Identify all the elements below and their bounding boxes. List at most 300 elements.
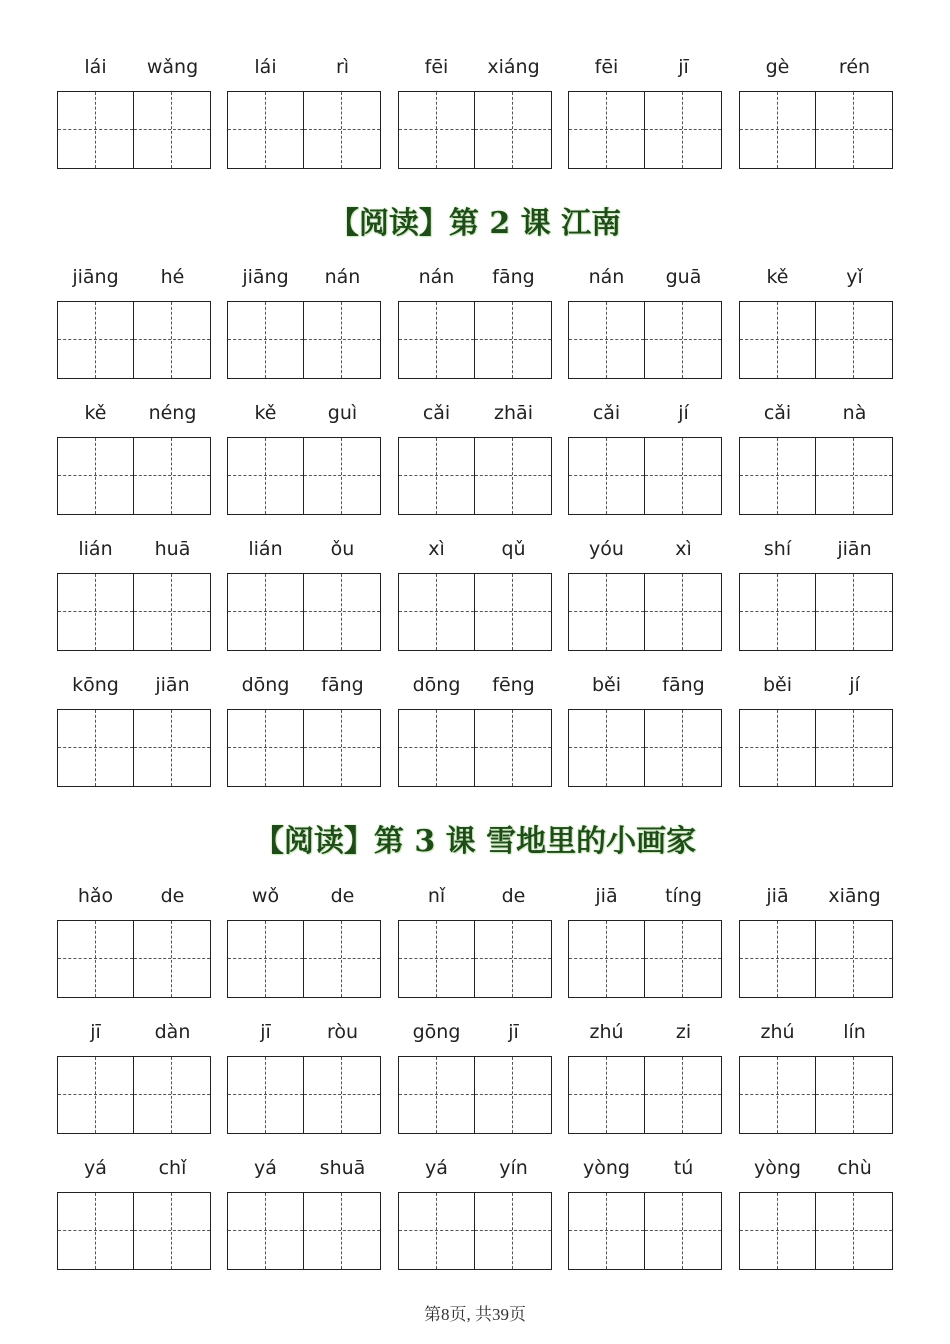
tianzige-box	[227, 301, 381, 379]
guide-line-horizontal	[134, 129, 210, 130]
writing-cell[interactable]	[134, 438, 210, 514]
writing-cell[interactable]	[399, 302, 475, 378]
guide-line-vertical	[777, 1057, 778, 1133]
guide-line-vertical	[436, 574, 437, 650]
guide-line-horizontal	[134, 611, 210, 612]
writing-cell[interactable]	[816, 438, 892, 514]
guide-line-vertical	[95, 1193, 96, 1269]
writing-cell[interactable]	[134, 92, 210, 168]
writing-cell[interactable]	[304, 1057, 380, 1133]
pinyin-label: jiān	[837, 538, 872, 560]
tianzige-box	[739, 1192, 893, 1270]
word-pair	[739, 1020, 893, 1140]
writing-cell[interactable]	[740, 1193, 816, 1269]
guide-line-horizontal	[134, 958, 210, 959]
word-row	[0, 1020, 950, 1140]
word-row	[0, 537, 950, 657]
writing-cell[interactable]	[569, 302, 645, 378]
tianzige-box	[57, 91, 211, 169]
pinyin-label: kōng	[72, 674, 119, 696]
guide-line-vertical	[512, 438, 513, 514]
writing-cell[interactable]	[475, 1193, 551, 1269]
pinyin-label: rén	[838, 56, 871, 78]
guide-line-vertical	[853, 1057, 854, 1133]
tianzige-box	[57, 1056, 211, 1134]
guide-line-vertical	[512, 710, 513, 786]
pinyin-label: tíng	[665, 885, 702, 907]
guide-line-vertical	[682, 710, 683, 786]
tianzige-box	[227, 91, 381, 169]
writing-cell[interactable]	[399, 1057, 475, 1133]
guide-line-horizontal	[645, 1230, 721, 1231]
guide-line-vertical	[265, 438, 266, 514]
tianzige-box	[227, 437, 381, 515]
word-pair	[227, 55, 381, 175]
writing-cell[interactable]	[134, 302, 210, 378]
pinyin-label: cǎi	[763, 402, 792, 424]
writing-cell[interactable]	[816, 302, 892, 378]
word-pair	[568, 884, 722, 1004]
word-pair	[398, 1156, 552, 1276]
writing-cell[interactable]	[58, 921, 134, 997]
tianzige-box	[739, 301, 893, 379]
word-pair	[568, 673, 722, 793]
pinyin-label: lín	[843, 1021, 866, 1043]
guide-line-vertical	[265, 1193, 266, 1269]
pinyin-label: guì	[327, 402, 358, 424]
writing-cell[interactable]	[475, 710, 551, 786]
writing-cell[interactable]	[645, 302, 721, 378]
pinyin-label: guā	[665, 266, 702, 288]
guide-line-vertical	[341, 921, 342, 997]
pinyin-label: gōng	[412, 1021, 461, 1043]
pinyin-label: yòng	[754, 1157, 801, 1179]
pinyin-label: chù	[837, 1157, 872, 1179]
guide-line-vertical	[512, 302, 513, 378]
writing-cell[interactable]	[569, 921, 645, 997]
guide-line-horizontal	[816, 958, 892, 959]
writing-cell[interactable]	[645, 92, 721, 168]
writing-cell[interactable]	[645, 1057, 721, 1133]
word-row	[0, 55, 950, 175]
word-row	[0, 265, 950, 385]
writing-cell[interactable]	[304, 438, 380, 514]
guide-line-vertical	[512, 1193, 513, 1269]
pinyin-label: nán	[324, 266, 361, 288]
guide-line-horizontal	[645, 958, 721, 959]
guide-line-horizontal	[645, 129, 721, 130]
guide-line-vertical	[341, 438, 342, 514]
writing-cell[interactable]	[740, 710, 816, 786]
pinyin-label: fēi	[424, 56, 449, 78]
tianzige-box	[398, 1192, 552, 1270]
guide-line-vertical	[95, 574, 96, 650]
pinyin-label: shuā	[319, 1157, 366, 1179]
guide-line-horizontal	[645, 339, 721, 340]
pinyin-label: jiā	[766, 885, 789, 907]
writing-cell[interactable]	[740, 302, 816, 378]
writing-cell[interactable]	[475, 921, 551, 997]
guide-line-horizontal	[645, 611, 721, 612]
writing-cell[interactable]	[58, 1057, 134, 1133]
writing-cell[interactable]	[228, 710, 304, 786]
guide-line-horizontal	[304, 129, 380, 130]
tianzige-box	[57, 301, 211, 379]
pinyin-label: de	[160, 885, 185, 907]
guide-line-vertical	[341, 710, 342, 786]
tianzige-box	[398, 709, 552, 787]
guide-line-vertical	[853, 302, 854, 378]
pinyin-label: yín	[499, 1157, 528, 1179]
guide-line-vertical	[606, 302, 607, 378]
writing-cell[interactable]	[645, 1193, 721, 1269]
pinyin-label: jí	[678, 402, 689, 424]
pinyin-label: huā	[154, 538, 191, 560]
guide-line-vertical	[171, 1193, 172, 1269]
tianzige-box	[739, 709, 893, 787]
pinyin-label: jiāng	[242, 266, 289, 288]
tianzige-box	[398, 573, 552, 651]
guide-line-horizontal	[475, 1230, 551, 1231]
word-pair	[398, 673, 552, 793]
word-pair	[398, 55, 552, 175]
guide-line-horizontal	[816, 611, 892, 612]
guide-line-horizontal	[304, 958, 380, 959]
pinyin-label: zhú	[760, 1021, 795, 1043]
pinyin-label: nán	[588, 266, 625, 288]
word-pair	[568, 401, 722, 521]
word-pair	[739, 884, 893, 1004]
pinyin-label: fāng	[662, 674, 705, 696]
writing-cell[interactable]	[645, 921, 721, 997]
guide-line-horizontal	[134, 475, 210, 476]
writing-cell[interactable]	[816, 921, 892, 997]
pinyin-label: kě	[766, 266, 789, 288]
pinyin-label: chǐ	[158, 1157, 187, 1179]
tianzige-box	[227, 573, 381, 651]
guide-line-vertical	[171, 302, 172, 378]
writing-cell[interactable]	[304, 710, 380, 786]
pinyin-label: yá	[84, 1157, 107, 1179]
writing-cell[interactable]	[740, 921, 816, 997]
guide-line-vertical	[436, 1057, 437, 1133]
writing-cell[interactable]	[228, 92, 304, 168]
word-pair	[568, 537, 722, 657]
writing-cell[interactable]	[399, 92, 475, 168]
pinyin-label: jī	[90, 1021, 101, 1043]
guide-line-vertical	[171, 1057, 172, 1133]
word-row	[0, 1156, 950, 1276]
writing-cell[interactable]	[475, 302, 551, 378]
word-row	[0, 673, 950, 793]
guide-line-vertical	[682, 302, 683, 378]
guide-line-vertical	[682, 1193, 683, 1269]
tianzige-box	[227, 1192, 381, 1270]
tianzige-box	[739, 91, 893, 169]
guide-line-vertical	[853, 1193, 854, 1269]
pinyin-label: fāng	[321, 674, 364, 696]
guide-line-vertical	[265, 302, 266, 378]
writing-cell[interactable]	[569, 438, 645, 514]
pinyin-label: jī	[508, 1021, 519, 1043]
writing-cell[interactable]	[304, 92, 380, 168]
writing-cell[interactable]	[569, 1057, 645, 1133]
guide-line-vertical	[777, 92, 778, 168]
writing-cell[interactable]	[816, 1193, 892, 1269]
guide-line-vertical	[95, 302, 96, 378]
writing-cell[interactable]	[134, 574, 210, 650]
pinyin-label: jí	[849, 674, 860, 696]
pinyin-label: jiā	[595, 885, 618, 907]
pinyin-label: dōng	[412, 674, 461, 696]
pinyin-label: xì	[428, 538, 445, 560]
guide-line-vertical	[853, 710, 854, 786]
guide-line-vertical	[265, 710, 266, 786]
writing-cell[interactable]	[740, 1057, 816, 1133]
writing-cell[interactable]	[399, 710, 475, 786]
writing-cell[interactable]	[134, 1193, 210, 1269]
writing-cell[interactable]	[228, 921, 304, 997]
guide-line-vertical	[777, 302, 778, 378]
pinyin-label: fēng	[492, 674, 535, 696]
guide-line-vertical	[606, 1193, 607, 1269]
pinyin-label: wǒ	[251, 885, 280, 907]
guide-line-vertical	[606, 438, 607, 514]
writing-cell[interactable]	[399, 574, 475, 650]
word-pair	[398, 401, 552, 521]
guide-line-horizontal	[475, 475, 551, 476]
guide-line-vertical	[265, 574, 266, 650]
guide-line-vertical	[265, 921, 266, 997]
tianzige-box	[57, 1192, 211, 1270]
tianzige-box	[739, 573, 893, 651]
guide-line-horizontal	[134, 1094, 210, 1095]
guide-line-vertical	[853, 438, 854, 514]
word-pair	[227, 1020, 381, 1140]
writing-cell[interactable]	[399, 438, 475, 514]
tianzige-box	[739, 1056, 893, 1134]
writing-cell[interactable]	[134, 1057, 210, 1133]
pinyin-label: ròu	[326, 1021, 359, 1043]
pinyin-label: cǎi	[592, 402, 621, 424]
pinyin-label: lái	[84, 56, 107, 78]
writing-cell[interactable]	[569, 710, 645, 786]
guide-line-horizontal	[304, 1094, 380, 1095]
writing-cell[interactable]	[399, 1193, 475, 1269]
guide-line-horizontal	[645, 1094, 721, 1095]
tianzige-box	[568, 920, 722, 998]
writing-cell[interactable]	[740, 438, 816, 514]
guide-line-horizontal	[304, 1230, 380, 1231]
tianzige-box	[568, 1056, 722, 1134]
guide-line-vertical	[606, 1057, 607, 1133]
writing-cell[interactable]	[399, 921, 475, 997]
guide-line-horizontal	[816, 129, 892, 130]
tianzige-box	[398, 301, 552, 379]
tianzige-box	[739, 920, 893, 998]
word-pair	[227, 884, 381, 1004]
writing-cell[interactable]	[58, 1193, 134, 1269]
guide-line-vertical	[341, 92, 342, 168]
word-pair	[57, 55, 211, 175]
guide-line-vertical	[265, 92, 266, 168]
writing-cell[interactable]	[228, 302, 304, 378]
guide-line-vertical	[341, 574, 342, 650]
guide-line-horizontal	[304, 611, 380, 612]
writing-cell[interactable]	[475, 1057, 551, 1133]
guide-line-horizontal	[134, 1230, 210, 1231]
tianzige-box	[398, 1056, 552, 1134]
writing-cell[interactable]	[58, 302, 134, 378]
guide-line-vertical	[606, 574, 607, 650]
guide-line-vertical	[436, 710, 437, 786]
writing-cell[interactable]	[228, 1193, 304, 1269]
writing-cell[interactable]	[569, 92, 645, 168]
guide-line-vertical	[682, 1057, 683, 1133]
tianzige-box	[57, 709, 211, 787]
guide-line-horizontal	[816, 747, 892, 748]
tianzige-box	[739, 437, 893, 515]
writing-cell[interactable]	[228, 438, 304, 514]
pinyin-label: nà	[842, 402, 867, 424]
word-pair	[739, 401, 893, 521]
tianzige-box	[227, 1056, 381, 1134]
writing-cell[interactable]	[569, 574, 645, 650]
pinyin-label: nǐ	[427, 885, 446, 907]
guide-line-vertical	[777, 1193, 778, 1269]
pinyin-label: tú	[673, 1157, 694, 1179]
writing-cell[interactable]	[645, 710, 721, 786]
writing-cell[interactable]	[740, 92, 816, 168]
word-pair	[739, 55, 893, 175]
word-pair	[739, 265, 893, 385]
guide-line-vertical	[853, 92, 854, 168]
tianzige-box	[568, 301, 722, 379]
pinyin-label: yǐ	[846, 266, 863, 288]
writing-cell[interactable]	[816, 710, 892, 786]
pinyin-label: zhú	[589, 1021, 624, 1043]
guide-line-vertical	[95, 438, 96, 514]
pinyin-label: de	[330, 885, 355, 907]
writing-cell[interactable]	[816, 574, 892, 650]
writing-cell[interactable]	[228, 574, 304, 650]
writing-cell[interactable]	[475, 438, 551, 514]
pinyin-label: wǎng	[146, 56, 199, 78]
guide-line-vertical	[682, 921, 683, 997]
writing-cell[interactable]	[740, 574, 816, 650]
word-pair	[739, 1156, 893, 1276]
pinyin-label: xì	[675, 538, 692, 560]
guide-line-horizontal	[134, 747, 210, 748]
word-row	[0, 884, 950, 1004]
word-pair	[57, 1020, 211, 1140]
writing-cell[interactable]	[816, 1057, 892, 1133]
page-footer: 第8页, 共39页	[424, 1305, 526, 1324]
word-pair	[57, 673, 211, 793]
tianzige-box	[57, 437, 211, 515]
guide-line-vertical	[436, 921, 437, 997]
writing-cell[interactable]	[304, 921, 380, 997]
guide-line-horizontal	[475, 339, 551, 340]
writing-cell[interactable]	[304, 302, 380, 378]
guide-line-horizontal	[475, 1094, 551, 1095]
guide-line-vertical	[777, 574, 778, 650]
word-pair	[227, 1156, 381, 1276]
lesson-heading: 【阅读】第 2 课 江南	[328, 206, 622, 241]
writing-cell[interactable]	[475, 92, 551, 168]
word-pair	[227, 265, 381, 385]
pinyin-label: xiáng	[487, 56, 540, 78]
word-pair	[398, 1020, 552, 1140]
tianzige-box	[568, 437, 722, 515]
writing-cell[interactable]	[816, 92, 892, 168]
writing-cell[interactable]	[58, 710, 134, 786]
guide-line-horizontal	[475, 747, 551, 748]
guide-line-vertical	[777, 921, 778, 997]
tianzige-box	[568, 1192, 722, 1270]
guide-line-vertical	[512, 921, 513, 997]
writing-cell[interactable]	[134, 921, 210, 997]
word-pair	[57, 265, 211, 385]
writing-cell[interactable]	[304, 1193, 380, 1269]
writing-cell[interactable]	[645, 574, 721, 650]
guide-line-vertical	[682, 574, 683, 650]
tianzige-box	[57, 920, 211, 998]
pinyin-label: xiāng	[828, 885, 881, 907]
writing-cell[interactable]	[58, 574, 134, 650]
guide-line-vertical	[606, 921, 607, 997]
pinyin-label: yòng	[583, 1157, 630, 1179]
writing-cell[interactable]	[58, 92, 134, 168]
pinyin-label: fēi	[594, 56, 619, 78]
writing-cell[interactable]	[58, 438, 134, 514]
writing-cell[interactable]	[475, 574, 551, 650]
pinyin-label: lái	[254, 56, 277, 78]
tianzige-box	[398, 920, 552, 998]
pinyin-label: jī	[678, 56, 689, 78]
pinyin-label: dàn	[154, 1021, 191, 1043]
guide-line-horizontal	[645, 475, 721, 476]
pinyin-label: běi	[762, 674, 793, 696]
guide-line-vertical	[682, 438, 683, 514]
tianzige-box	[227, 920, 381, 998]
pinyin-label: cǎi	[422, 402, 451, 424]
tianzige-box	[568, 709, 722, 787]
guide-line-vertical	[265, 1057, 266, 1133]
pinyin-label: zi	[675, 1021, 692, 1043]
pinyin-label: dōng	[241, 674, 290, 696]
writing-cell[interactable]	[569, 1193, 645, 1269]
guide-line-horizontal	[816, 339, 892, 340]
word-pair	[57, 1156, 211, 1276]
guide-line-vertical	[171, 92, 172, 168]
guide-line-vertical	[512, 574, 513, 650]
writing-cell[interactable]	[134, 710, 210, 786]
pinyin-label: yóu	[589, 538, 624, 560]
guide-line-vertical	[853, 574, 854, 650]
word-pair	[57, 884, 211, 1004]
writing-cell[interactable]	[228, 1057, 304, 1133]
word-pair	[398, 265, 552, 385]
guide-line-vertical	[436, 92, 437, 168]
word-pair	[739, 673, 893, 793]
guide-line-horizontal	[816, 1094, 892, 1095]
guide-line-vertical	[341, 1057, 342, 1133]
writing-cell[interactable]	[304, 574, 380, 650]
guide-line-vertical	[436, 1193, 437, 1269]
word-pair	[57, 537, 211, 657]
writing-cell[interactable]	[645, 438, 721, 514]
